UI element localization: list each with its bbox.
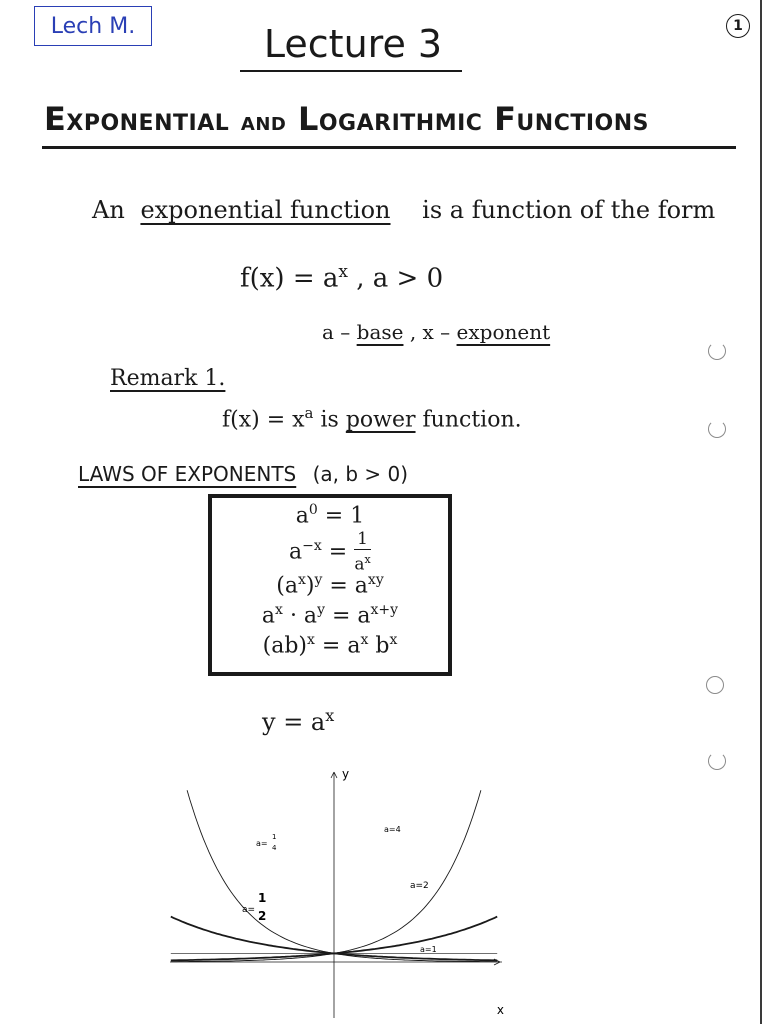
laws-heading (78, 462, 408, 486)
label-prefix: a= (242, 905, 256, 915)
heading-word: OGARITHMIC (318, 111, 483, 136)
law-term: = (321, 539, 355, 565)
binder-hole (708, 342, 726, 360)
heading-initial: F (494, 100, 517, 138)
base-word: base (356, 320, 404, 344)
graph-title (262, 706, 334, 736)
law-negative-exponent (212, 530, 448, 575)
remark-formula: f(x) = x (222, 407, 305, 433)
law-term: = 1 (317, 503, 365, 529)
author-label: Lech M. (34, 6, 152, 46)
law-exp: x (297, 572, 306, 588)
law-term: b (368, 633, 390, 659)
remark-text (222, 404, 522, 432)
definition-term: exponential function (140, 196, 391, 224)
law-product-same-base (212, 602, 448, 628)
law-term: ) (305, 573, 315, 599)
remark-end: function. (422, 407, 522, 433)
law-exp: 0 (308, 502, 318, 518)
law-exp: −x (302, 538, 322, 554)
law-exp: x (389, 632, 398, 648)
remark-label: Remark 1. (110, 366, 226, 391)
heading-initial: E (44, 100, 67, 138)
formula-condition: , a > 0 (356, 263, 444, 294)
law-term: a (261, 603, 276, 629)
curve-a-4 (171, 790, 481, 962)
exponent-word: exponent (456, 320, 551, 344)
definition-line (92, 196, 715, 224)
graph-title-base: y = a (262, 708, 326, 736)
law-exp: x+y (370, 602, 399, 618)
label-numerator: 1 (272, 833, 277, 841)
power-word: power (345, 407, 416, 433)
exponent-letter: , x – (409, 320, 451, 344)
definition-suffix: is a function of the form (422, 196, 716, 224)
label-denominator: 2 (258, 909, 267, 923)
law-term: (a (276, 573, 298, 599)
law-term: a (288, 539, 303, 565)
heading-word: AND (240, 114, 287, 135)
law-exp: y (314, 572, 323, 588)
remark-exponent: a (304, 404, 314, 422)
law-exp: x (275, 602, 283, 618)
fraction-numerator: 1 (354, 530, 371, 550)
label-denominator: 4 (272, 844, 277, 852)
y-axis-label: y (342, 767, 350, 781)
law-term: = a (322, 573, 368, 599)
laws-heading-text: LAWS OF EXPONENTS (78, 462, 297, 486)
law-term: a (354, 554, 365, 575)
law-exp: y (317, 602, 325, 618)
laws-box (208, 494, 452, 676)
formula-lhs: f(x) = a (240, 263, 339, 294)
exponential-formula (240, 262, 443, 294)
law-exp: x (307, 632, 315, 648)
binder-hole (708, 420, 726, 438)
law-zero-exponent (212, 502, 448, 528)
binder-hole (706, 676, 724, 694)
section-heading (44, 100, 744, 138)
label-prefix: a= (256, 839, 268, 848)
remark-is: is (320, 407, 339, 433)
law-term: = a (314, 633, 361, 659)
law-term: = a (324, 603, 371, 629)
label-a2: a=2 (410, 881, 429, 891)
y-axis-arrow (334, 772, 337, 778)
page-edge (760, 0, 762, 1024)
law-exp: x (364, 553, 371, 566)
base-letter: a – (322, 320, 351, 344)
heading-underline (42, 146, 736, 149)
label-a-quarter (256, 833, 277, 852)
formula-exponent: x (338, 262, 348, 282)
binder-hole (708, 752, 726, 770)
heading-word: XPONENTIAL (66, 111, 230, 136)
definition-prefix: An (92, 196, 125, 224)
exponential-graph (166, 766, 506, 1022)
law-power-of-power (212, 572, 448, 598)
law-term: a (295, 503, 309, 529)
page-number: 1 (726, 14, 750, 38)
page-title: Lecture 3 (263, 22, 443, 66)
x-axis-arrow (494, 962, 500, 965)
x-axis-label: x (496, 1003, 504, 1017)
label-a1: a=1 (420, 945, 437, 954)
label-a4: a=4 (384, 825, 401, 834)
y-axis-arrow (331, 772, 334, 778)
heading-initial: L (297, 100, 319, 138)
curve-a-1-over-4 (187, 790, 497, 962)
law-term: (ab) (262, 633, 308, 659)
law-exp: xy (367, 572, 384, 588)
base-exponent-note (322, 320, 550, 344)
heading-word: UNCTIONS (516, 111, 649, 136)
law-exp: x (360, 632, 369, 648)
graph-title-exponent: x (325, 706, 335, 725)
fraction-denominator (354, 550, 371, 575)
law-product-power (212, 632, 448, 658)
law-fraction (354, 530, 371, 575)
law-term: · a (282, 603, 318, 629)
title-underline (240, 70, 462, 72)
label-numerator: 1 (258, 891, 267, 905)
laws-condition: (a, b > 0) (312, 462, 409, 486)
